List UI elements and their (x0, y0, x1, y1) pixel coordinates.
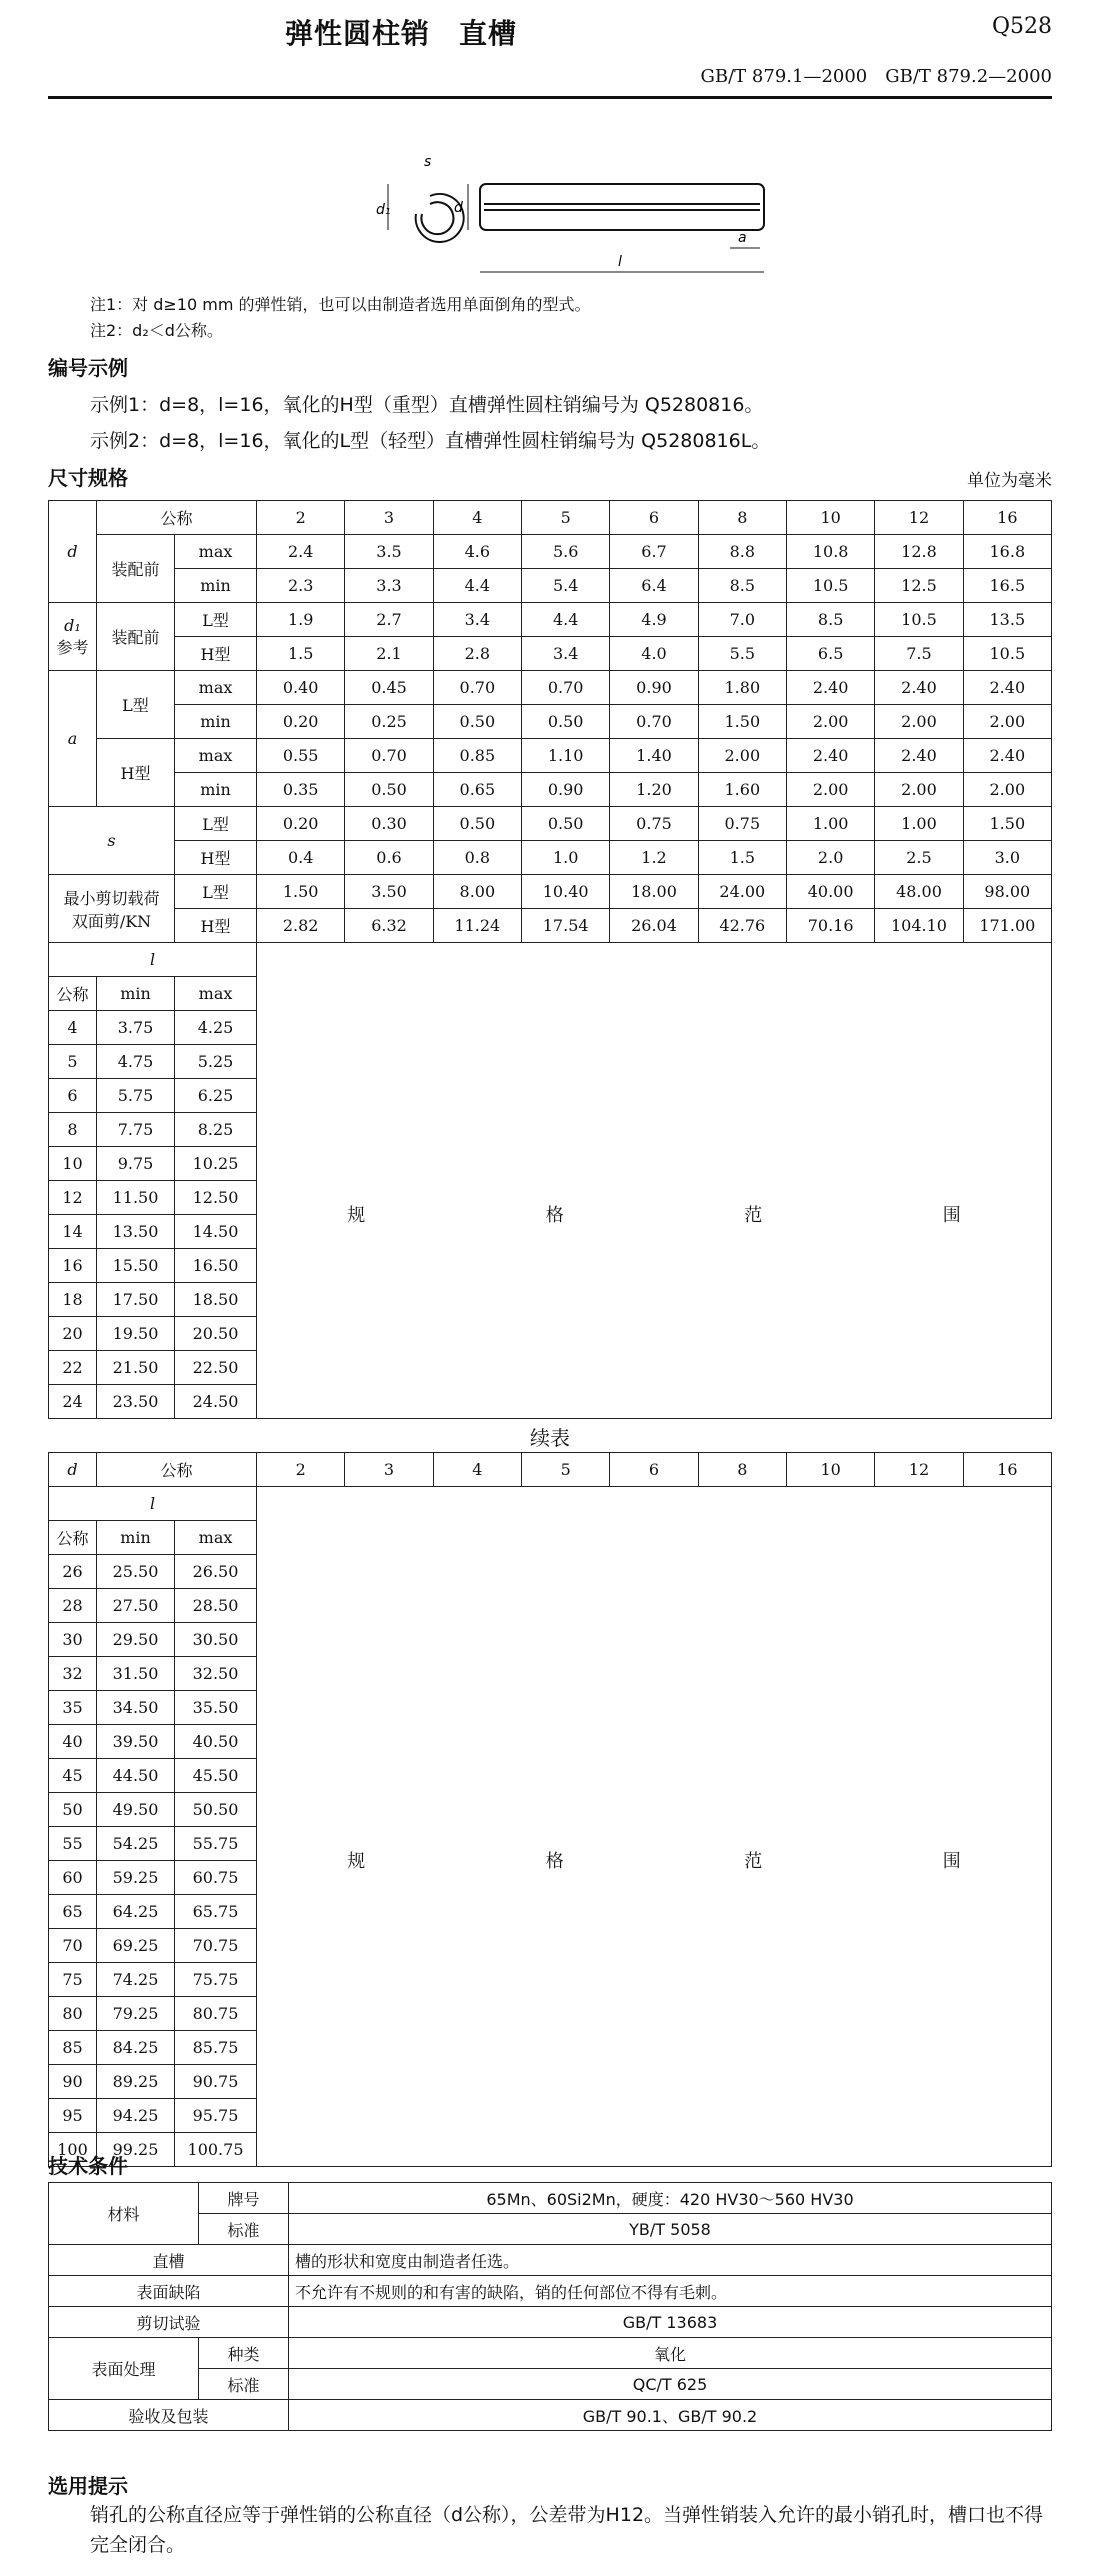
a-cell: a (49, 671, 97, 807)
spec-range-char: 围 (942, 1851, 961, 1873)
shear-cell: 最小剪切载荷 双面剪/KN (49, 875, 175, 943)
length-row: 14 13.50 14.50 (49, 1215, 1052, 1249)
length-row: 90 89.25 90.75 (49, 2065, 1052, 2099)
length-row: 45 44.50 45.50 (49, 1759, 1052, 1793)
continued-label: 续表 (530, 1426, 570, 1450)
length-row: 95 94.25 95.75 (49, 2099, 1052, 2133)
table2-length-rows (49, 1555, 1052, 2167)
length-row: 30 29.50 30.50 (49, 1623, 1052, 1657)
page-title: 弹性圆柱销 直槽 (285, 17, 518, 50)
spec-range-area (257, 1011, 1052, 1419)
nominal-header: 公称 (97, 501, 257, 535)
spec-range-area (257, 1555, 1052, 2167)
pin-side-view (480, 184, 764, 230)
length-row: 85 84.25 85.75 (49, 2031, 1052, 2065)
length-row: 40 39.50 40.50 (49, 1725, 1052, 1759)
length-row: 32 31.50 32.50 (49, 1657, 1052, 1691)
unit-label: 单位为毫米 (967, 471, 1052, 491)
spec-range-char: 范 (744, 1851, 763, 1873)
s-label: s (424, 154, 432, 170)
tech-section-title: 技术条件 (48, 2154, 128, 2178)
length-row: 18 17.50 18.50 (49, 1283, 1052, 1317)
table1-length-rows (49, 1011, 1052, 1419)
spec-range-char: 格 (545, 1851, 564, 1873)
note-2: 注2：d₂＜d公称。 (90, 321, 223, 340)
d1-label: d₁ (376, 202, 391, 218)
length-row: 28 27.50 28.50 (49, 1589, 1052, 1623)
a-label: a (738, 230, 747, 246)
example-section-title: 编号示例 (48, 356, 128, 380)
length-row: 65 64.25 65.75 (49, 1895, 1052, 1929)
tips-text: 销孔的公称直径应等于弹性销的公称直径（d公称），公差带为H12。当弹性销装入允许的最小销孔时，槽口也不得完全闭合。 (90, 2504, 1044, 2557)
spec-range-char: 规 (347, 1851, 366, 1873)
spec-table-2: d 公称 2 3 4 5 6 8 10 12 16 l 公称 min max 26 25.50 26.50 规 格 范 围 28 27.50 28.50 30 29.50 30.50 32 31.50 32.50 35 34.50 35.50 40 39.50 40.50 45 44.50 45.50 50 49.50 50.50 55 54.25 55.75 60 59.25 60.75 65 64.25 65.75 70 69.25 70.75 75 74.25 75.75 80 79.25 80.75 85 84.25 85.75 90 89.25 90.75 95 94.25 95.75 100 99.25 100.75 (48, 1452, 1052, 2167)
example-1: 示例1：d=8，l=16，氧化的H型（重型）直槽弹性圆柱销编号为 Q5280816。 (90, 394, 764, 416)
s-cell: s (49, 807, 175, 875)
d-cell: d (49, 501, 97, 603)
standard-ref: GB/T 879.1—2000 GB/T 879.2—2000 (700, 66, 1052, 87)
spec-range-char: 范 (744, 1205, 763, 1227)
length-row: 60 59.25 60.75 (49, 1861, 1052, 1895)
spec-range-char: 规 (347, 1205, 366, 1227)
d-label: d (454, 200, 463, 216)
doc-code: Q528 (991, 14, 1052, 39)
length-row: 70 69.25 70.75 (49, 1929, 1052, 1963)
length-row: 12 11.50 12.50 (49, 1181, 1052, 1215)
length-row: 100 99.25 100.75 (49, 2133, 1052, 2167)
spec-range-char: 围 (942, 1205, 961, 1227)
tips-section-title: 选用提示 (48, 2474, 128, 2498)
length-row: 10 9.75 10.25 (49, 1147, 1052, 1181)
example-2: 示例2：d=8，l=16，氧化的L型（轻型）直槽弹性圆柱销编号为 Q5280816L。 (90, 430, 771, 452)
length-row: 20 19.50 20.50 (49, 1317, 1052, 1351)
length-row: 8 7.75 8.25 (49, 1113, 1052, 1147)
length-row: 5 4.75 5.25 (49, 1045, 1052, 1079)
d1-cell: d₁ 参考 (49, 603, 97, 671)
length-row: 35 34.50 35.50 (49, 1691, 1052, 1725)
length-row: 16 15.50 16.50 (49, 1249, 1052, 1283)
length-row: 50 49.50 50.50 (49, 1793, 1052, 1827)
pin-diagram (330, 112, 770, 292)
spec-table-1: d 公称 2 3 4 5 6 8 10 12 16 装配前 max 2.4 3.5 4.6 5.6 6.7 8.8 10.8 12.8 16.8 min 2.3 3.3 4.4 5.4 6.4 8.5 10.5 12.5 16.5 d₁ 参考 装配前 L型 1.9 2.7 3.4 4.4 4.9 7.0 8.5 10.5 13.5 H型 1.5 2.1 2.8 3.4 4.0 5.5 6.5 7.5 10.5 a L型 max 0.40 0.45 0.70 0.70 0.90 1.80 2.40 2.40 2.40 min 0.20 0.25 0.50 0.50 0.70 1.50 2.00 2.00 2.00 H型 max 0.55 0.70 0.85 1.10 1.40 2.00 2.40 2.40 2.40 min 0.35 0.50 0.65 0.90 1.20 1.60 2.00 2.00 2.00 s L型 0.20 0.30 0.50 0.50 0.75 0.75 1.00 1.00 1.50 H型 0.4 0.6 0.8 1.0 1.2 1.5 2.0 2.5 3.0 最小剪切载荷 双面剪/KN L型 1.50 3.50 8.00 10.40 18.00 24.00 40.00 48.00 98.00 H型 2.82 6.32 11.24 17.54 26.04 42.76 70.16 104.10 171.00 l 公称 min max 4 3.75 4.25 规 格 范 围 5 4.75 5.25 6 5.75 6.25 8 7.75 8.25 10 9.75 10.25 12 11.50 12.50 14 13.50 14.50 16 15.50 16.50 18 17.50 18.50 20 19.50 20.50 22 21.50 22.50 24 23.50 24.50 (48, 500, 1052, 1419)
tech-table: 材料 牌号 65Mn、60Si2Mn，硬度：420 HV30～560 HV30 标准 YB/T 5058 直槽 槽的形状和宽度由制造者任选。 表面缺陷 不允许有不规则的和有害的缺陷，销的任何部位不得有毛刺。 剪切试验 GB/T 13683 表面处理 种类 氧化 标准 QC/T 625 验收及包装 GB/T 90.1、GB/T 90.2 (48, 2182, 1052, 2431)
spec-range-char: 格 (545, 1205, 564, 1227)
length-row: 6 5.75 6.25 (49, 1079, 1052, 1113)
header-rule (48, 96, 1052, 99)
length-row: 80 79.25 80.75 (49, 1997, 1052, 2031)
length-row: 4 3.75 4.25 规 格 范 围 (49, 1011, 1052, 1045)
length-row: 24 23.50 24.50 (49, 1385, 1052, 1419)
length-row: 22 21.50 22.50 (49, 1351, 1052, 1385)
length-row: 55 54.25 55.75 (49, 1827, 1052, 1861)
length-row: 26 25.50 26.50 规 格 范 围 (49, 1555, 1052, 1589)
l-label: l (618, 254, 622, 270)
length-row: 75 74.25 75.75 (49, 1963, 1052, 1997)
note-1: 注1：对 d≥10 mm 的弹性销，也可以由制造者选用单面倒角的型式。 (90, 295, 591, 314)
spec-section-title: 尺寸规格 (48, 466, 128, 490)
